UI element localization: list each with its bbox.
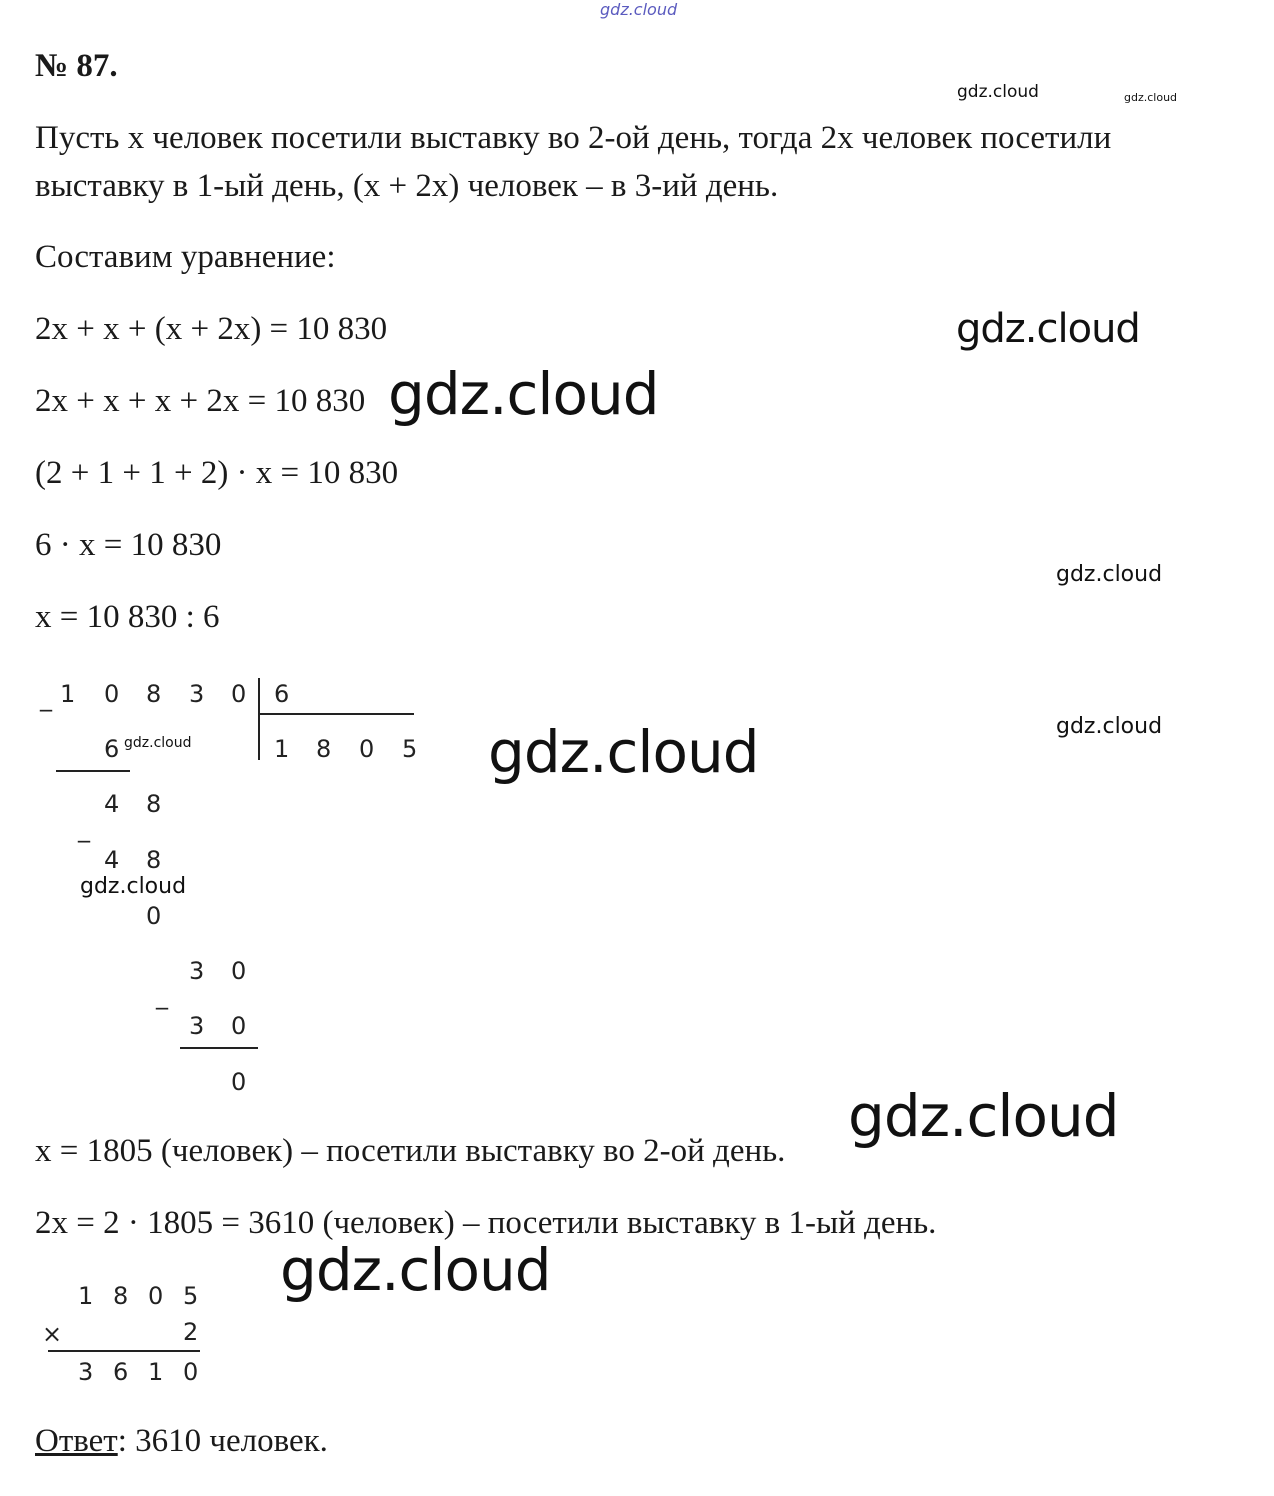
remainder-digit: 0 [231, 957, 247, 985]
subtrahend-digit: 0 [231, 1012, 247, 1040]
watermark-small-1: gdz.cloud [957, 82, 1039, 102]
minus-sign-3: _ [156, 982, 168, 1010]
problem-number: № 87. [35, 48, 118, 84]
multiplicand-digit: 1 [78, 1282, 94, 1310]
watermark-small-2: gdz.cloud [1056, 562, 1163, 587]
watermark-small-3: gdz.cloud [80, 874, 187, 899]
product-digit: 1 [148, 1358, 164, 1386]
equation-1: 2х + х + (х + 2х) = 10 830 [35, 311, 388, 347]
product-digit: 0 [183, 1358, 199, 1386]
equation-5: х = 10 830 : 6 [35, 599, 220, 635]
watermark-large-2: gdz.cloud [488, 718, 759, 786]
subtrahend-digit: 4 [104, 846, 120, 874]
watermark-medium-1: gdz.cloud [956, 306, 1140, 352]
equation-4: 6 · х = 10 830 [35, 527, 222, 563]
watermark-small-4: gdz.cloud [1056, 714, 1163, 739]
subtraction-line-1 [56, 770, 130, 772]
result-line-1: х = 1805 (человек) – посетили выставку во 2-ой день. [35, 1133, 786, 1169]
equation-2: 2х + х + х + 2х = 10 830 [35, 383, 366, 419]
subtrahend-digit: 8 [146, 846, 162, 874]
quotient-digit: 5 [402, 735, 418, 763]
remainder-digit: 8 [146, 790, 162, 818]
dividend-digit: 8 [146, 680, 162, 708]
quotient-digit: 8 [316, 735, 332, 763]
multiplicand-digit: 0 [148, 1282, 164, 1310]
answer-text: : 3610 человек. [117, 1423, 328, 1459]
product-digit: 6 [113, 1358, 129, 1386]
watermark-tiny-1: gdz.cloud [1124, 91, 1178, 104]
multiplication-line [48, 1350, 200, 1352]
final-remainder: 0 [231, 1068, 247, 1096]
subtrahend-digit: 3 [189, 1012, 205, 1040]
dividend-digit: 1 [60, 680, 76, 708]
watermark-tiny-2: gdz.cloud [124, 735, 192, 751]
watermark-large-3: gdz.cloud [848, 1082, 1119, 1150]
remainder-digit: 4 [104, 790, 120, 818]
multiplicand-digit: 8 [113, 1282, 129, 1310]
compose-equation-label: Составим уравнение: [35, 239, 336, 275]
multiply-sign: × [42, 1320, 63, 1348]
minus-sign-2: _ [78, 815, 90, 843]
subtrahend-1: 6 [104, 735, 120, 763]
remainder-zero: 0 [146, 902, 162, 930]
subtraction-line-2 [180, 1047, 258, 1049]
divisor: 6 [274, 680, 290, 708]
dividend-digit: 0 [231, 680, 247, 708]
quotient-digit: 1 [274, 735, 290, 763]
watermark-top: gdz.cloud [600, 0, 678, 19]
answer-line [35, 1421, 328, 1461]
equation-3: (2 + 1 + 1 + 2) · х = 10 830 [35, 455, 399, 491]
multiplicand-digit: 5 [183, 1282, 199, 1310]
dividend-digit: 0 [104, 680, 120, 708]
intro-line-1: Пусть х человек посетили выставку во 2-ой день, тогда 2х человек посетили [35, 120, 1112, 156]
remainder-digit: 3 [189, 957, 205, 985]
result-line-2: 2х = 2 · 1805 = 3610 (человек) – посетили выставку в 1-ый день. [35, 1205, 937, 1241]
watermark-large-4: gdz.cloud [280, 1236, 551, 1304]
answer-label: Ответ [35, 1423, 118, 1459]
watermark-large-1: gdz.cloud [388, 360, 659, 428]
product-digit: 3 [78, 1358, 94, 1386]
quotient-digit: 0 [359, 735, 375, 763]
dividend-digit: 3 [189, 680, 205, 708]
intro-line-2: выставку в 1-ый день, (х + 2х) человек – в 3-ий день. [35, 168, 779, 204]
division-bar-vertical [258, 678, 260, 760]
minus-sign-1: _ [40, 684, 52, 712]
division-bar-horizontal [258, 713, 414, 715]
multiplier: 2 [183, 1318, 199, 1346]
